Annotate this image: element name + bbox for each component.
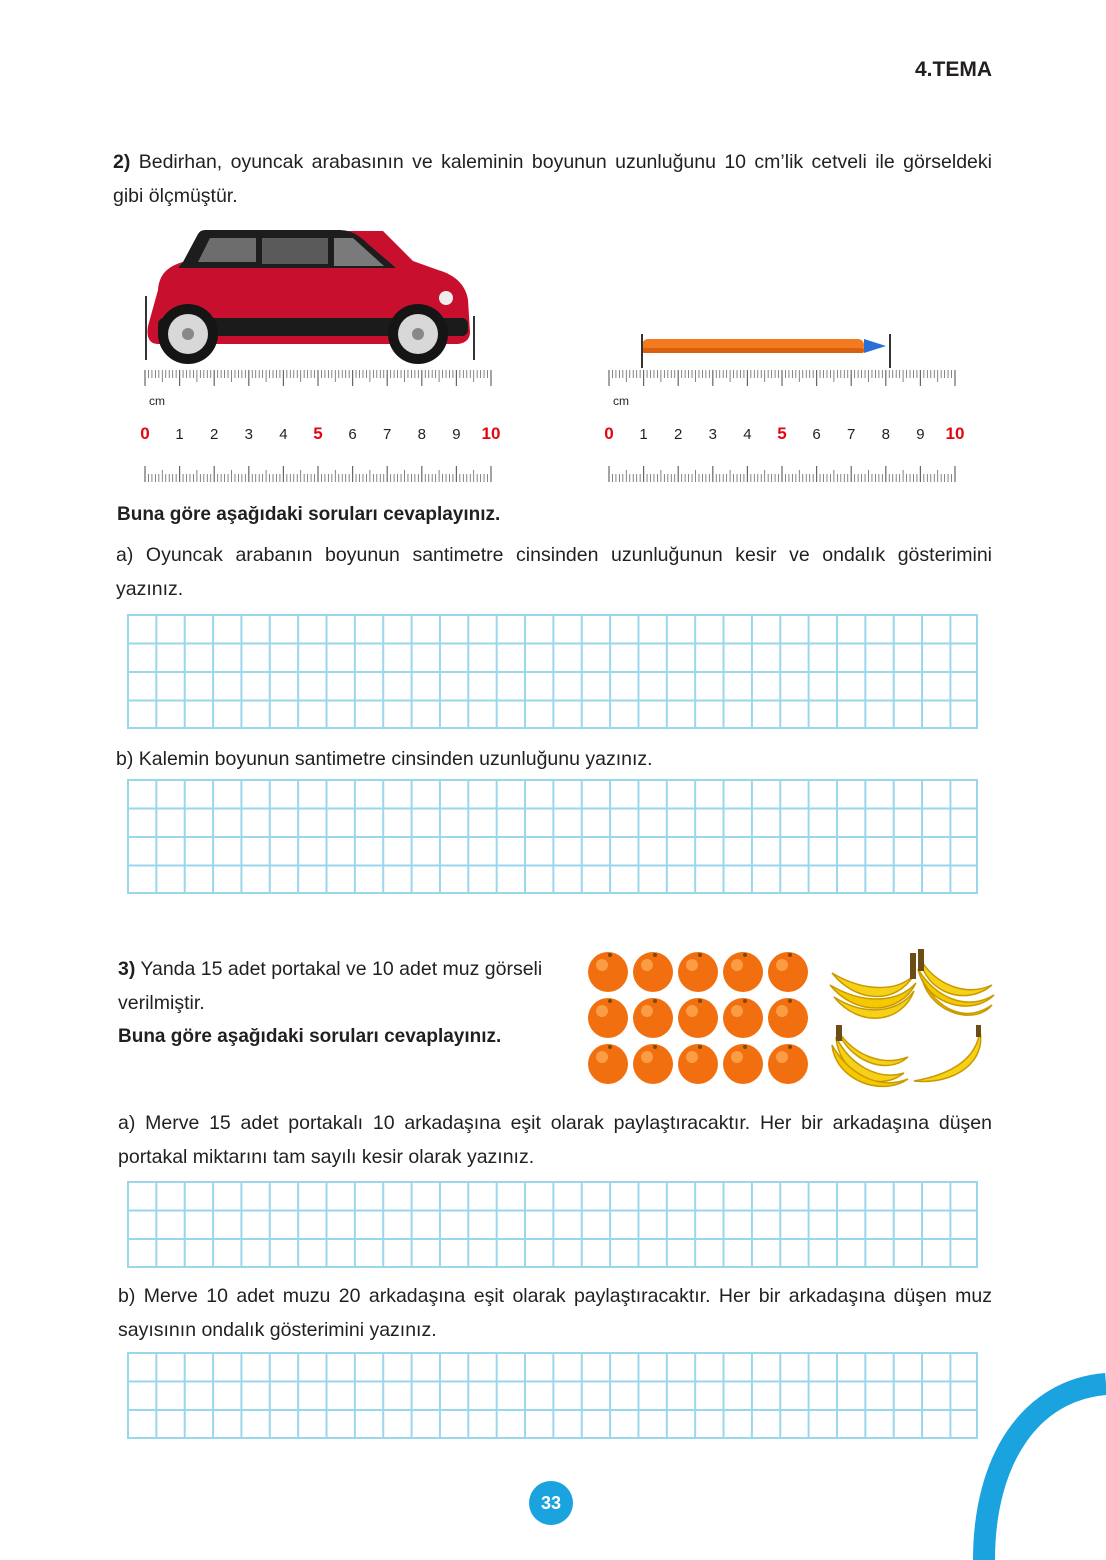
ruler-right-label: 3 — [708, 426, 717, 443]
ruler-left-label: 2 — [210, 426, 219, 443]
ruler-right — [604, 370, 973, 490]
bananas-illustration — [826, 945, 996, 1095]
q2-number: 2) — [113, 151, 131, 173]
ruler-left-label: 3 — [244, 426, 253, 443]
orange-icon — [723, 998, 763, 1038]
answer-grid-q2a[interactable] — [127, 614, 978, 729]
ruler-right-label: 7 — [847, 426, 856, 443]
orange-icon — [768, 952, 808, 992]
ruler-left-label: 7 — [383, 426, 392, 443]
ruler-right-label: 4 — [743, 426, 752, 443]
ruler-right-label: 8 — [881, 426, 890, 443]
toy-car-illustration — [138, 226, 478, 368]
orange-icon — [588, 1044, 628, 1084]
ruler-left-label: 8 — [417, 426, 426, 443]
q3-intro-text: Yanda 15 adet portakal ve 10 adet muz görseli verilmiştir. — [118, 958, 543, 1014]
ruler-right-label: 1 — [639, 426, 648, 443]
q2-part-a: a) Oyuncak arabanın boyunun santimetre cinsinden uzunluğunun kesir ve ondalık gösterimini yazınız. — [116, 544, 992, 600]
ruler-right-label: 5 — [777, 424, 787, 443]
orange-icon — [633, 1044, 673, 1084]
theme-label: 4.TEMA — [914, 58, 992, 81]
ruler-right-label: 10 — [945, 424, 965, 443]
orange-icon — [768, 998, 808, 1038]
q2-intro — [113, 145, 992, 213]
q3-intro — [118, 952, 580, 1020]
orange-icon — [678, 952, 718, 992]
q3-number: 3) — [118, 958, 136, 980]
banana-bunch-3 — [832, 1025, 908, 1086]
orange-icon — [723, 1044, 763, 1084]
q2-instruction: Buna göre aşağıdaki soruları cevaplayınız. — [117, 504, 501, 525]
answer-grid-q3a[interactable] — [127, 1181, 978, 1268]
page-number-badge: 33 — [529, 1481, 573, 1525]
q3-part-b: b) Merve 10 adet muzu 20 arkadaşına eşit olarak paylaştıracaktır. Her bir arkadaşına düşen muz sayısının ondalık gösterimini yazınız. — [118, 1285, 992, 1341]
ruler-left-label: 0 — [140, 424, 150, 443]
answer-grid-q2b[interactable] — [127, 779, 978, 894]
ruler-left-label: 6 — [348, 426, 357, 443]
ruler-left-label: 9 — [452, 426, 461, 443]
ruler-left-label: 5 — [313, 424, 323, 443]
single-banana — [914, 1025, 981, 1081]
orange-icon — [768, 1044, 808, 1084]
ruler-right-label: 2 — [674, 426, 683, 443]
q2-part-b: b) Kalemin boyunun santimetre cinsinden uzunluğunu yazınız. — [116, 748, 653, 770]
ruler-left-label: 4 — [279, 426, 288, 443]
ruler-left-label: 10 — [481, 424, 501, 443]
answer-grid-q3b[interactable] — [127, 1352, 978, 1439]
ruler-right-label: 9 — [916, 426, 925, 443]
orange-icon — [678, 998, 718, 1038]
orange-icon — [588, 952, 628, 992]
banana-bunch-1 — [830, 953, 916, 1018]
orange-icon — [678, 1044, 718, 1084]
q2-intro-text: Bedirhan, oyuncak arabasının ve kaleminin boyunun uzunluğunu 10 cm’lik cetveli ile görseldeki gibi ölçmüştür. — [113, 151, 992, 207]
ruler-right-label: 6 — [812, 426, 821, 443]
decorative-blue-arc — [970, 1370, 1106, 1560]
oranges-illustration — [586, 950, 816, 1088]
banana-bunch-2 — [918, 949, 994, 1015]
ruler-right-label: 0 — [604, 424, 614, 443]
q3-part-a: a) Merve 15 adet portakalı 10 arkadaşına eşit olarak paylaştıracaktır. Her bir arkadaşına düşen portakal miktarını tam sayılı kesir olarak yazınız. — [118, 1112, 992, 1168]
ruler-left-unit: cm — [149, 394, 165, 408]
pencil-illustration — [636, 334, 896, 368]
orange-icon — [633, 952, 673, 992]
ruler-right-unit: cm — [613, 394, 629, 408]
orange-icon — [723, 952, 763, 992]
ruler-left-label: 1 — [175, 426, 184, 443]
orange-icon — [588, 998, 628, 1038]
q3-instruction: Buna göre aşağıdaki soruları cevaplayınız. — [118, 1026, 502, 1047]
ruler-left — [140, 370, 509, 490]
orange-icon — [633, 998, 673, 1038]
